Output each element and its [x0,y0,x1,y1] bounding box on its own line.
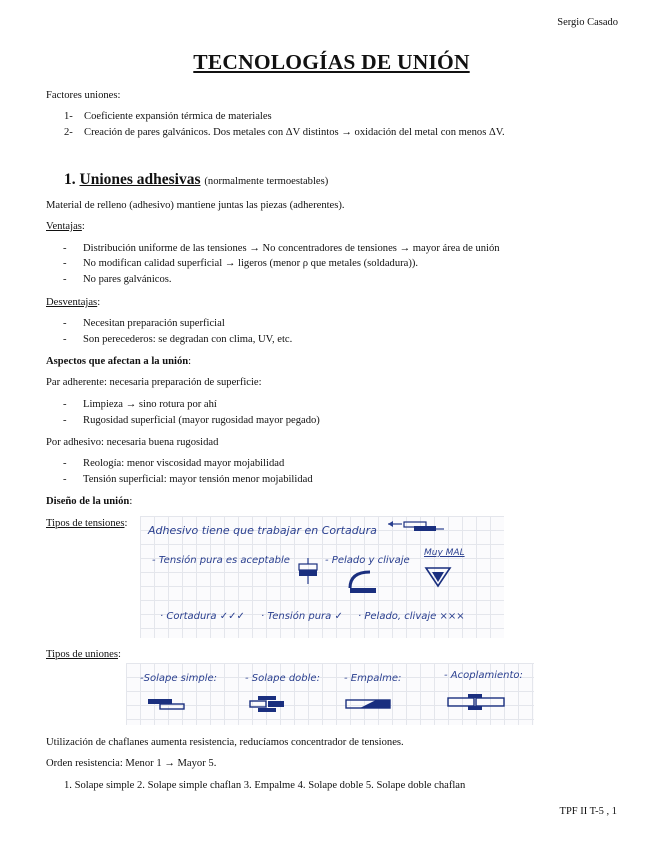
sketch-pelado-bad: · Pelado, clivaje ××× [358,611,465,622]
adherente-label: Par adherente: necesaria preparación de superficie: [46,377,262,388]
sketch-solape-simple: -Solape simple: [140,673,218,684]
page-footer: TPF II T-5 , 1 [559,806,617,817]
shear-joint-icon [386,518,446,538]
sketch-tension-pura: - Tensión pura es aceptable [152,555,290,566]
ranking-list: 1. Solape simple 2. Solape simple chaflan 3. Empalme 4. Solape doble 5. Solape doble chaflan [64,780,466,791]
adhesivo-item: - Tensión superficial: mayor tensión menor mojabilidad [63,474,313,485]
desventaja-text: Necesitan preparación superficial [83,318,225,329]
adherente-text: Limpieza → sino rotura por ahí [83,399,217,410]
ventaja-text: No pares galvánicos. [83,274,172,285]
desventajas-heading: Desventajas: [46,297,101,308]
definition-text: Material de relleno (adhesivo) mantiene juntas las piezas (adherentes). [46,200,345,211]
sketch-cortadura-ok: · Cortadura ✓✓✓ [160,611,245,622]
factor-number: 2- [64,127,73,138]
factor-item-2 [64,127,505,138]
sketch-cortadura-note: Adhesivo tiene que trabajar en Cortadura [148,524,377,537]
factor-text: Creación de pares galvánicos. Dos metales con ΔV distintos → oxidación del metal con menos ΔV. [84,127,505,138]
single-lap-icon [146,696,186,718]
adherente-item: - Rugosidad superficial (mayor rugosidad mayor pegado) [63,415,320,426]
section-number: 1. [64,171,76,188]
coupling-joint-icon [446,692,506,714]
page-title: TECNOLOGÍAS DE UNIÓN [193,50,470,74]
cleavage-joint-icon [424,564,452,590]
desventajas-label: Desventajas [46,297,98,308]
factor-number: 1- [64,111,73,122]
uniones-heading: Tipos de uniones: [46,649,121,660]
ventaja-item: - No modifican calidad superficial → ligeros (menor ρ que metales (soldadura)). [63,258,419,269]
ventajas-label: Ventajas [46,221,82,232]
uniones-label: Tipos de uniones [46,649,119,660]
diseno-heading: Diseño de la unión: [46,496,133,507]
adhesivo-text: Reología: menor viscosidad mayor mojabilidad [83,458,285,469]
desventaja-text: Son perecederos: se degradan con clima, UV, etc. [83,334,293,345]
ventaja-item: - Distribución uniforme de las tensiones → No concentradores de tensiones → mayor área de unión [63,243,500,254]
aspectos-title: Aspectos que afectan a la unión [46,356,189,367]
ventaja-text: Distribución uniforme de las tensiones → No concentradores de tensiones → mayor área de unión [83,243,500,254]
factores-label: Factores uniones: [46,90,121,101]
sketch-empalme: - Empalme: [344,673,402,684]
diseno-title: Diseño de la unión [46,496,130,507]
sketch-acoplamiento: - Acoplamiento: [444,670,523,681]
tensiones-heading: Tipos de tensiones: [46,518,128,529]
tensiones-label: Tipos de tensiones [46,518,125,529]
adhesivo-label: Por adhesivo: necesaria buena rugosidad [46,437,219,448]
factor-text: Coeficiente expansión térmica de materiales [84,111,272,122]
desventaja-item: - Son perecederos: se degradan con clima, UV, etc. [63,334,293,345]
ventaja-text: No modifican calidad superficial → ligeros (menor ρ que metales (soldadura)). [83,258,419,269]
peel-joint-icon [348,568,380,596]
sketch-solape-doble: - Solape doble: [245,673,320,684]
adherente-item: - Limpieza → sino rotura por ahí [63,399,217,410]
adherente-text: Rugosidad superficial (mayor rugosidad mayor pegado) [83,415,320,426]
orden-text: Orden resistencia: Menor 1 → Mayor 5. [46,758,217,769]
section-heading [64,171,328,189]
desventaja-item: - Necesitan preparación superficial [63,318,225,329]
tension-joint-icon [296,558,320,588]
double-lap-icon [248,694,288,720]
sketch-pelado-clivaje: - Pelado y clivaje [325,555,410,566]
adhesivo-item: - Reología: menor viscosidad mayor mojabilidad [63,458,285,469]
chaflanes-text: Utilización de chaflanes aumenta resistencia, reducíamos concentrador de tensiones. [46,737,404,748]
factor-item-1 [64,111,272,122]
ventaja-item: - No pares galvánicos. [63,274,172,285]
sketch-muy-mal: Muy MAL [424,548,465,558]
aspectos-heading: Aspectos que afectan a la unión: [46,356,192,367]
section-title: Uniones adhesivas [79,171,201,188]
scarf-joint-icon [344,696,392,716]
adhesivo-text: Tensión superficial: mayor tensión menor mojabilidad [83,474,313,485]
author-name: Sergio Casado [557,17,618,28]
ventajas-heading: Ventajas: [46,221,85,232]
sketch-tension-ok: · Tensión pura ✓ [261,611,343,622]
section-subtitle: (normalmente termoestables) [204,176,329,187]
